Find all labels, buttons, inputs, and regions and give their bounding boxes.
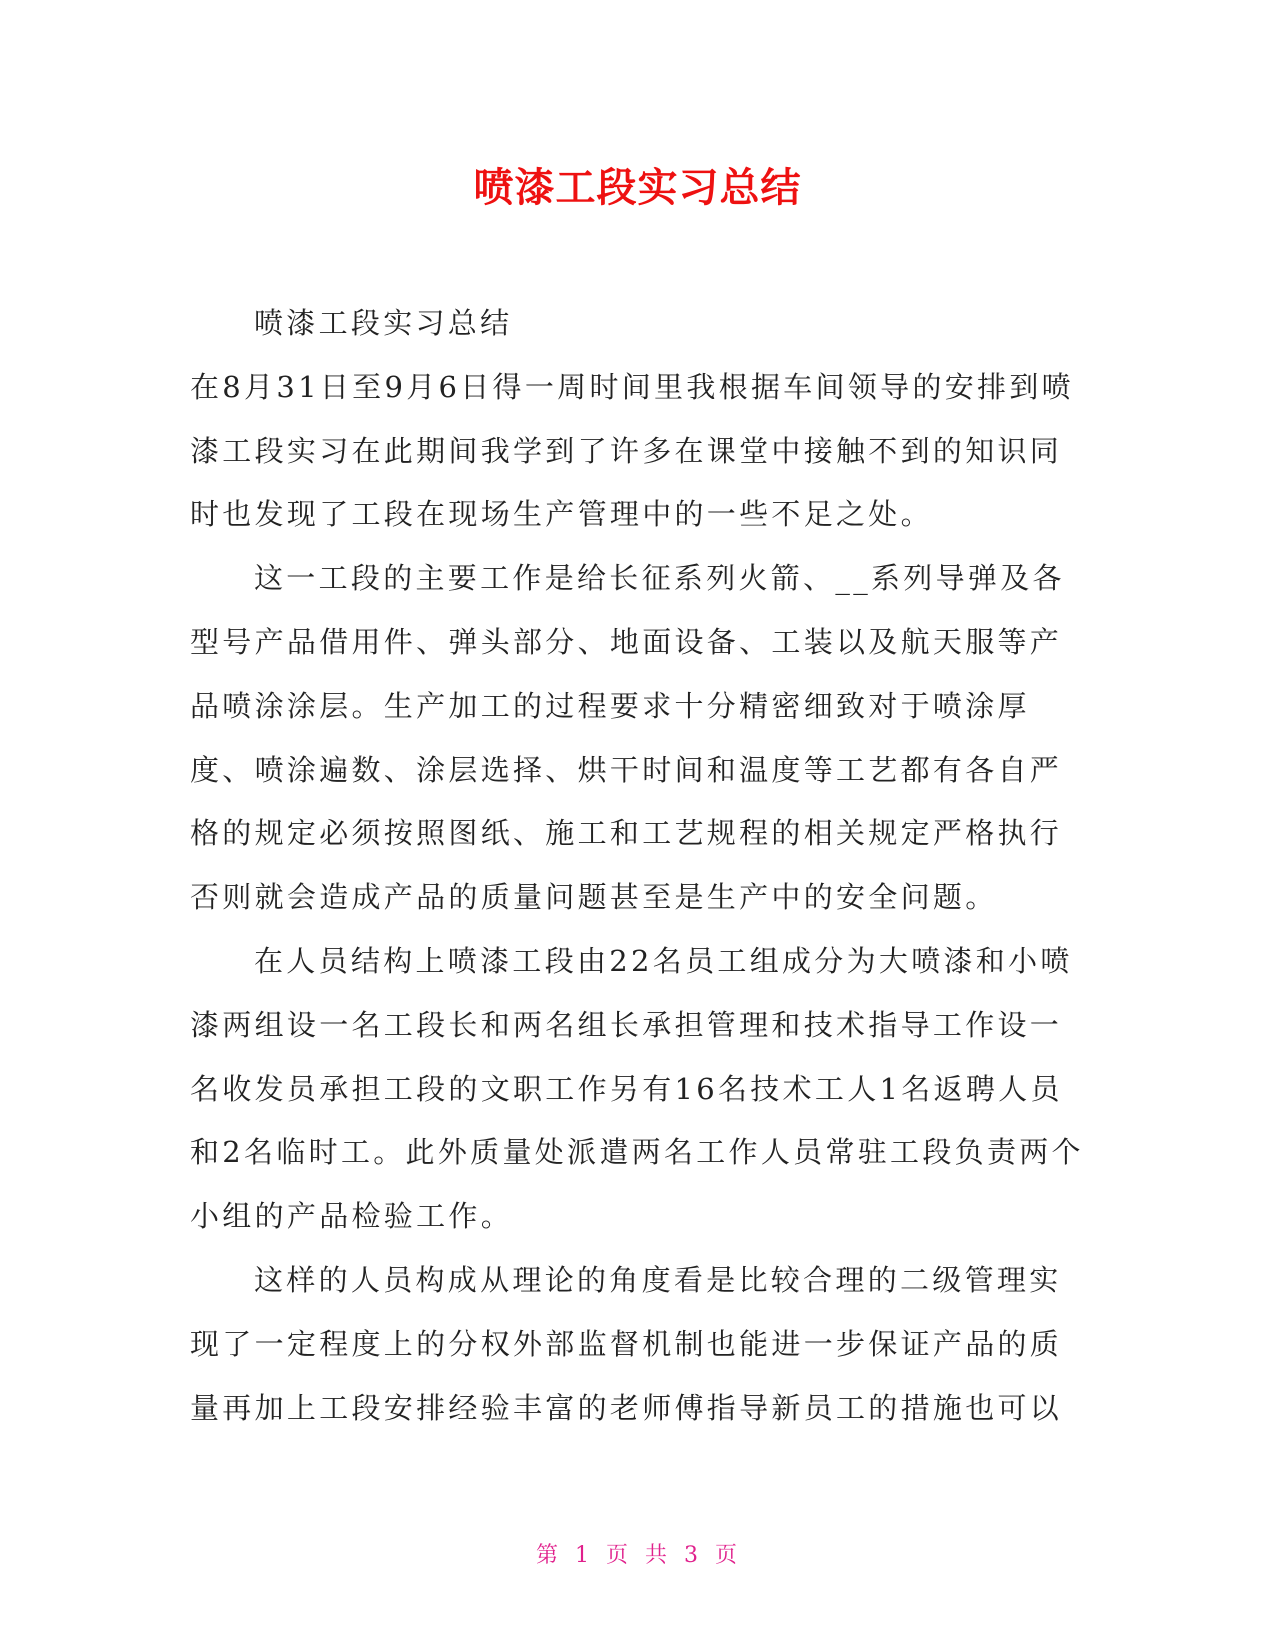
paragraph: 在8月31日至9月6日得一周时间里我根据车间领导的安排到喷漆工段实习在此期间我学到了许多在课堂中接触不到的知识同时也发现了工段在现场生产管理中的一些不足之处。 xyxy=(190,369,1074,532)
paragraph: 这样的人员构成从理论的角度看是比较合理的二级管理实现了一定程度上的分权外部监督机制也能进一步保证产品的质量再加上工段安排经验丰富的老师傅指导新员工的措施也可以 xyxy=(190,1262,1063,1425)
page-number-footer: 第 1 页 共 3 页 xyxy=(536,1543,739,1568)
paragraph: 在人员结构上喷漆工段由22名员工组成分为大喷漆和小喷漆两组设一名工段长和两名组长承担管理和技术指导工作设一名收发员承担工段的文职工作另有16名技术工人1名返聘人员和2名临时工。此外质量处派遣两名工作人员常驻工段负责两个小组的产品检验工作。 xyxy=(190,943,1084,1234)
paragraph: 喷漆工段实习总结 xyxy=(254,306,513,340)
paragraph: 这一工段的主要工作是给长征系列火箭、__系列导弹及各型号产品借用件、弹头部分、地面设备、工装以及航天服等产品喷涂涂层。生产加工的过程要求十分精密细致对于喷涂厚度、喷涂遍数、涂层选择、烘干时间和温度等工艺都有各自严格的规定必须按照图纸、施工和工艺规程的相关规定严格执行否则就会造成产品的质量问题甚至是生产中的安全问题。 xyxy=(190,561,1065,915)
document-title: 喷漆工段实习总结 xyxy=(473,165,802,211)
document-body xyxy=(190,292,1090,1440)
